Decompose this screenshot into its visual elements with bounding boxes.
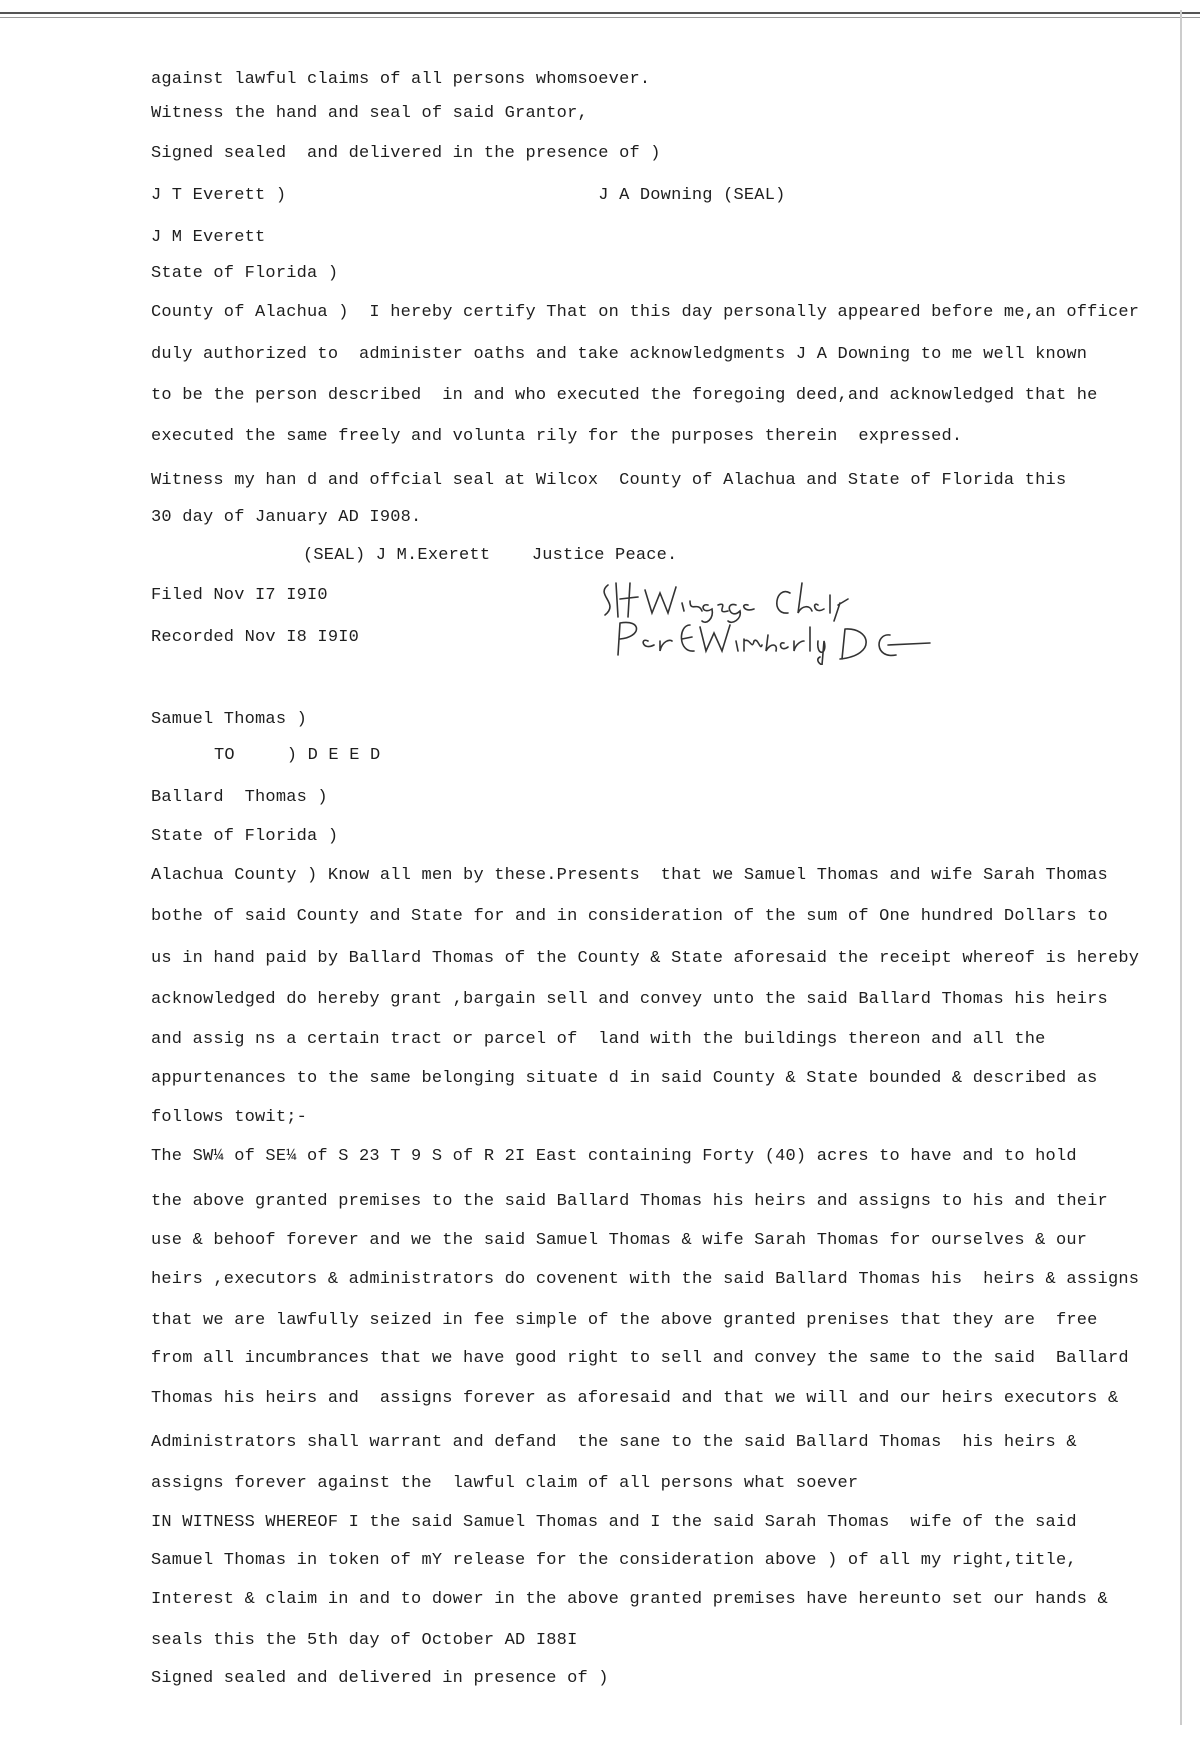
- document-line: Interest & claim in and to dower in the above granted premises have hereunto set our hands &: [151, 1590, 1108, 1609]
- document-line: executed the same freely and volunta rily for the purposes therein expressed.: [151, 427, 963, 446]
- document-line: Thomas his heirs and assigns forever as aforesaid and that we will and our heirs executors &: [151, 1389, 1119, 1408]
- document-line: appurtenances to the same belonging situate d in said County & State bounded & described as: [151, 1069, 1098, 1088]
- top-border-line-2: [0, 17, 1200, 18]
- document-line: bothe of said County and State for and in consideration of the sum of One hundred Dollars to: [151, 907, 1108, 926]
- document-line: Witness my han d and offcial seal at Wilcox County of Alachua and State of Florida this: [151, 471, 1067, 490]
- document-line: State of Florida ): [151, 264, 339, 283]
- document-line: to be the person described in and who executed the foregoing deed,and acknowledged that he: [151, 386, 1098, 405]
- document-line: County of Alachua ) I hereby certify That on this day personally appeared before me,an officer: [151, 303, 1140, 322]
- document-line: State of Florida ): [151, 827, 339, 846]
- document-line: use & behoof forever and we the said Samuel Thomas & wife Sarah Thomas for ourselves & our: [151, 1231, 1088, 1250]
- document-line: Signed sealed and delivered in presence of ): [151, 1669, 609, 1688]
- document-line: from all incumbrances that we have good right to sell and convey the same to the said Ballard: [151, 1349, 1129, 1368]
- document-line: Ballard Thomas ): [151, 788, 328, 807]
- document-line: The SW¼ of SE¼ of S 23 T 9 S of R 2I East containing Forty (40) acres to have and to hold: [151, 1147, 1077, 1166]
- document-line: acknowledged do hereby grant ,bargain sell and convey unto the said Ballard Thomas his heirs: [151, 990, 1108, 1009]
- document-line: Samuel Thomas ): [151, 710, 308, 729]
- document-line: against lawful claims of all persons whomsoever.: [151, 70, 651, 89]
- document-line: us in hand paid by Ballard Thomas of the County & State aforesaid the receipt whereof is hereby: [151, 949, 1140, 968]
- document-line: Filed Nov I7 I9I0: [151, 586, 328, 605]
- document-line: IN WITNESS WHEREOF I the said Samuel Thomas and I the said Sarah Thomas wife of the said: [151, 1513, 1077, 1532]
- document-line: the above granted premises to the said Ballard Thomas his heirs and assigns to his and their: [151, 1192, 1108, 1211]
- document-line: and assig ns a certain tract or parcel of land with the buildings thereon and all the: [151, 1030, 1046, 1049]
- top-border-line: [0, 12, 1200, 14]
- document-line: 30 day of January AD I908.: [151, 508, 422, 527]
- document-line: Samuel Thomas in token of mY release for the consideration above ) of all my right,title,: [151, 1551, 1077, 1570]
- document-line: TO ) D E E D: [214, 746, 381, 765]
- document-line: that we are lawfully seized in fee simple of the above granted prenises that they are free: [151, 1311, 1098, 1330]
- clerk-signature: [590, 575, 1050, 665]
- document-line: heirs ,executors & administrators do covenent with the said Ballard Thomas his heirs & assigns: [151, 1270, 1140, 1289]
- document-line: J M Everett: [151, 228, 266, 247]
- document-line: assigns forever against the lawful claim of all persons what soever: [151, 1474, 859, 1493]
- document-line: seals this the 5th day of October AD I88I: [151, 1631, 578, 1650]
- document-line: Witness the hand and seal of said Grantor,: [151, 104, 588, 123]
- document-line: Signed sealed and delivered in the presence of ): [151, 144, 661, 163]
- page-edge: [1180, 10, 1182, 1725]
- document-line: Alachua County ) Know all men by these.Presents that we Samuel Thomas and wife Sarah Thomas: [151, 866, 1108, 885]
- document-line: (SEAL) J M.Exerett Justice Peace.: [303, 546, 678, 565]
- document-line: Administrators shall warrant and defand the sane to the said Ballard Thomas his heirs &: [151, 1433, 1077, 1452]
- document-line: duly authorized to administer oaths and take acknowledgments J A Downing to me well known: [151, 345, 1088, 364]
- document-line: follows towit;-: [151, 1108, 308, 1127]
- document-line: Recorded Nov I8 I9I0: [151, 628, 360, 647]
- document-line: J T Everett ) J A Downing (SEAL): [151, 186, 786, 205]
